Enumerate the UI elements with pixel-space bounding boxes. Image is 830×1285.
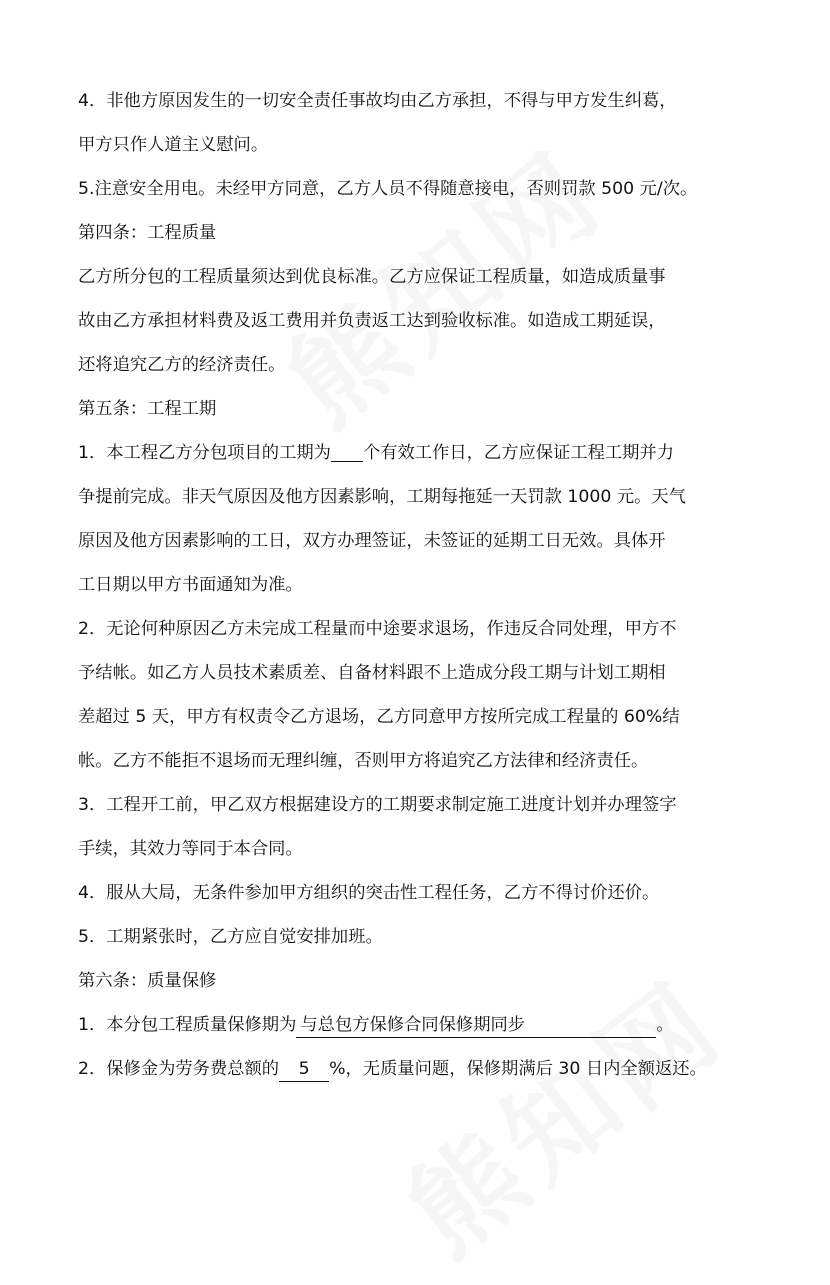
text-line: 帐。乙方不能拒不退场而无理纠缠，否则甲方将追究乙方法律和经济责任。 [78,751,649,771]
text-segment: 1．本分包工程质量保修期为 [78,1015,297,1035]
text-line: 差超过 5 天，甲方有权责令乙方退场，乙方同意甲方按所完成工程量的 60%结 [78,707,680,727]
text-segment: 2．保修金为劳务费总额的 [78,1059,280,1079]
text-line: 予结帐。如乙方人员技术素质差、自备材料跟不上造成分段工期与计划工期相 [78,663,666,683]
text-line: 乙方所分包的工程质量须达到优良标准。乙方应保证工程质量，如造成质量事 [78,267,666,287]
text-line: 4．服从大局，无条件参加甲方组织的突击性工程任务，乙方不得讨价还价。 [78,883,660,903]
text-segment: 个有效工作日，乙方应保证工程工期并力 [362,443,675,463]
text-line: 甲方只作人道主义慰问。 [78,135,269,155]
text-segment: 。 [656,1015,674,1035]
text-line: 还将追究乙方的经济责任。 [78,355,286,375]
text-segment: 1．本工程乙方分包项目的工期为 [78,443,331,463]
text-line: 工日期以甲方书面通知为准。 [78,575,303,595]
text-line: 4．非他方原因发生的一切安全责任事故均由乙方承担，不得与甲方发生纠葛， [78,91,677,111]
text-line: 5.注意安全用电。未经甲方同意，乙方人员不得随意接电，否则罚款 500 元/次。 [78,179,698,199]
text-segment: %，无质量问题，保修期满后 30 日内全额返还。 [329,1059,707,1079]
text-line: 手续，其效力等同于本合同。 [78,839,303,859]
section-heading: 第五条：工程工期 [78,399,217,419]
text-line: 5．工期紧张时，乙方应自觉安排加班。 [78,927,383,947]
text-line: 原因及他方因素影响的工日，双方办理签证，未签证的延期工日无效。具体开 [78,531,666,551]
warranty-period-field: 与总包方保修合同保修期同步 [296,1014,656,1038]
text-line [78,438,768,468]
blank-field [331,439,363,462]
text-line [78,1010,768,1040]
section-heading: 第六条：质量保修 [78,971,217,991]
text-line: 争提前完成。非天气原因及他方因素影响，工期每拖延一天罚款 1000 元。天气 [78,487,686,507]
text-line [78,1054,768,1084]
retention-percent-field: 5 [279,1058,329,1082]
section-heading: 第四条：工程质量 [78,223,217,243]
text-line: 3．工程开工前，甲乙双方根据建设方的工期要求制定施工进度计划并办理签字 [78,795,677,815]
text-line: 2．无论何种原因乙方未完成工程量而中途要求退场，作违反合同处理，甲方不 [78,619,677,639]
text-line: 故由乙方承担材料费及返工费用并负责返工达到验收标准。如造成工期延误， [78,311,666,331]
